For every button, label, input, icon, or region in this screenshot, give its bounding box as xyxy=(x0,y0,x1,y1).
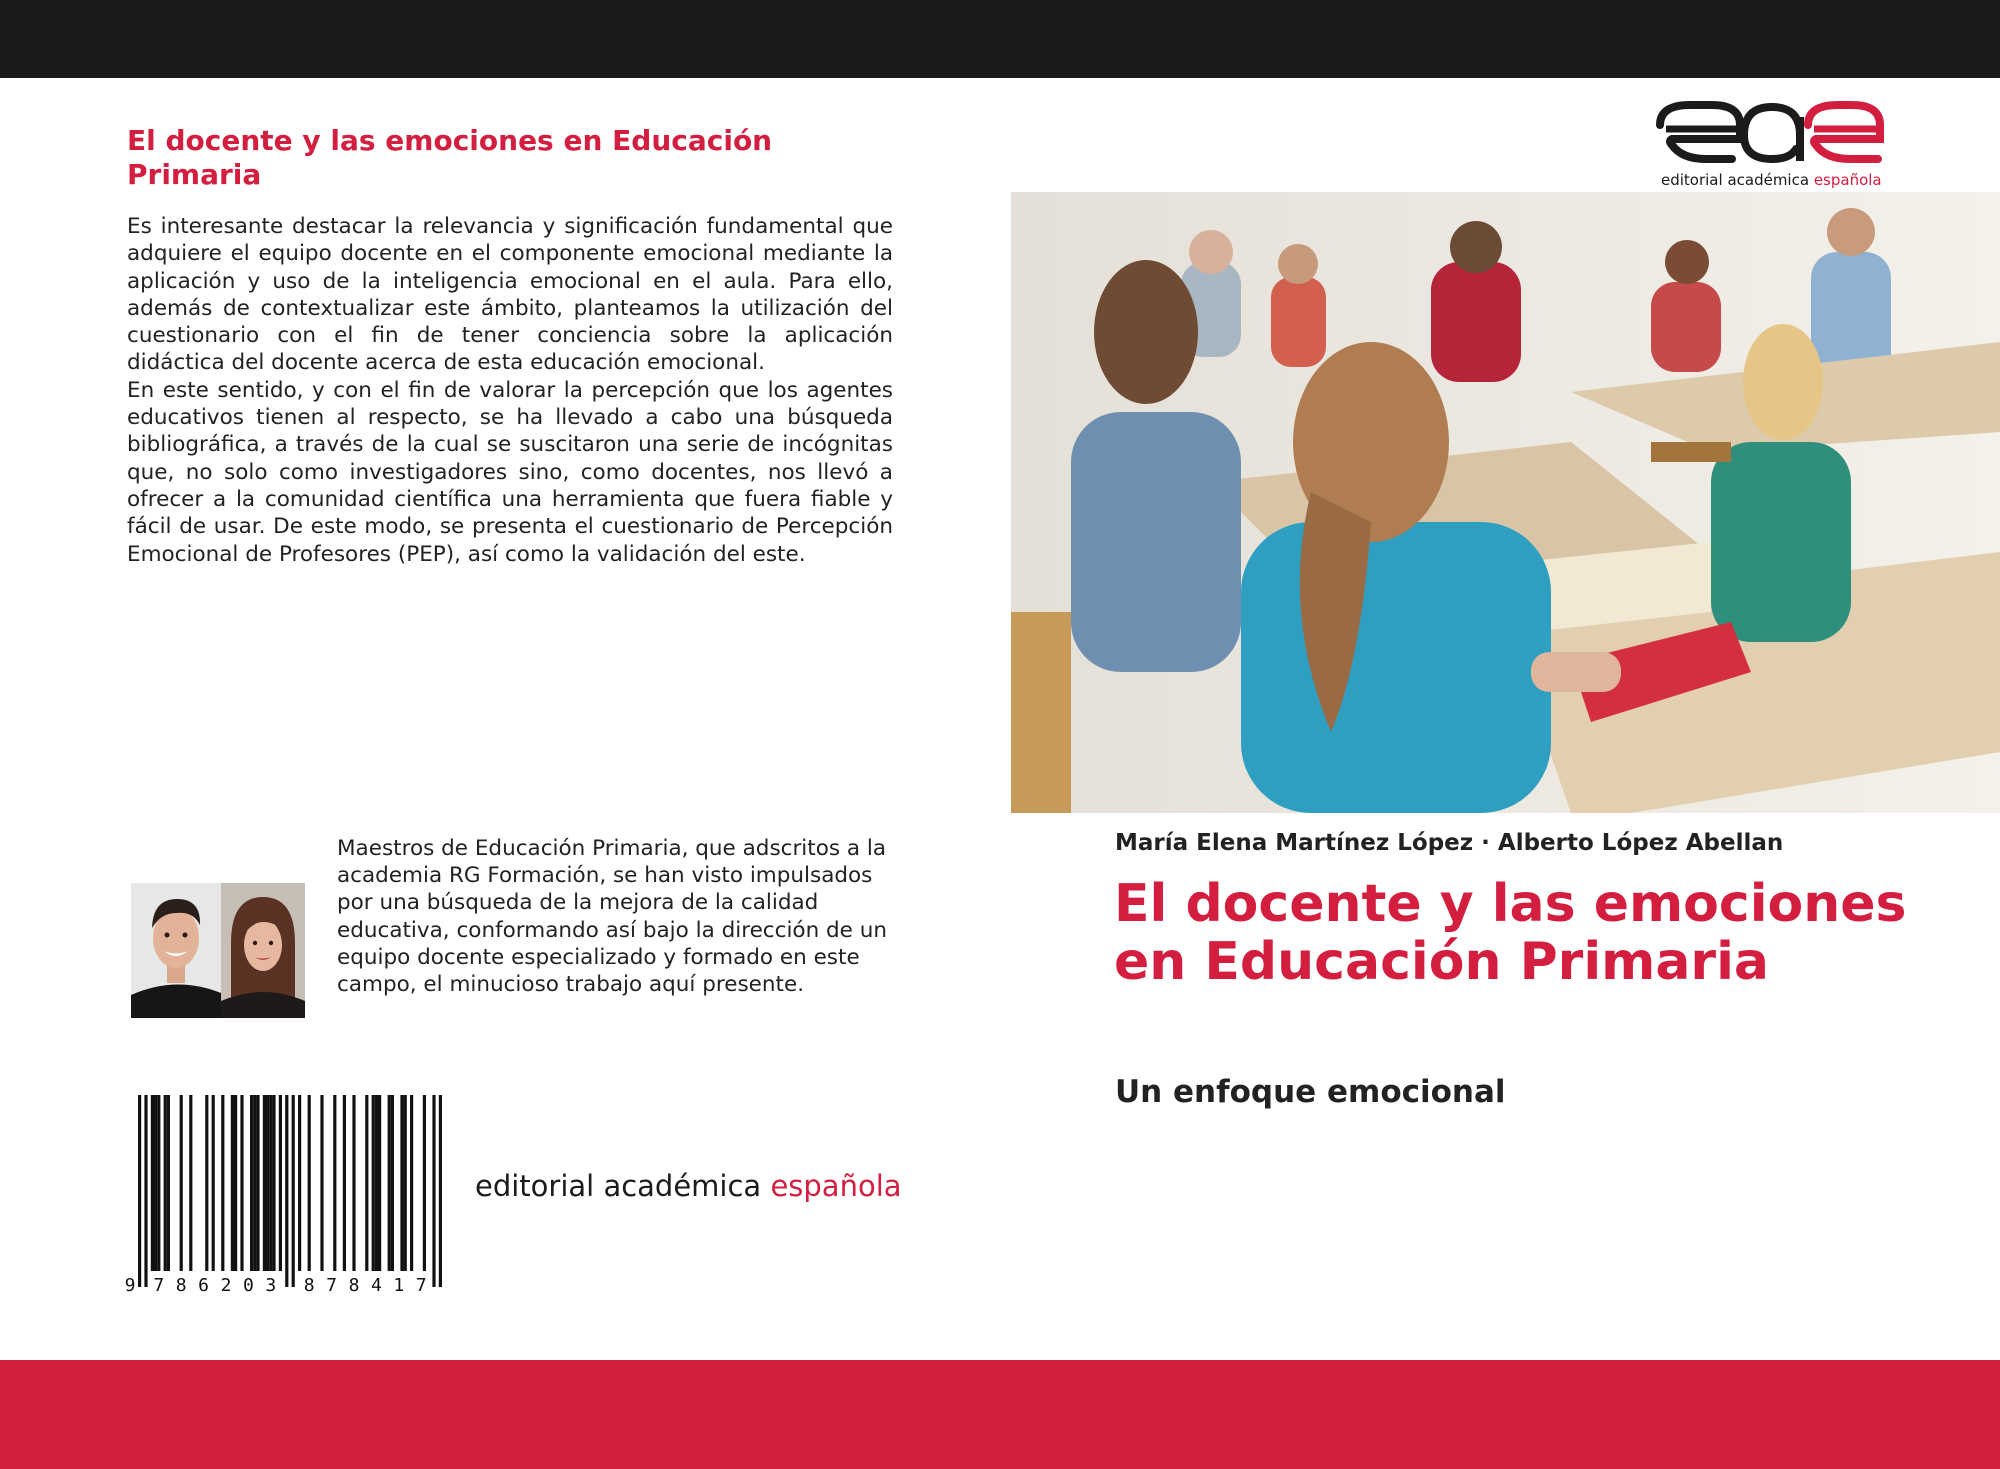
barcode-bar xyxy=(432,1095,435,1287)
barcode-bar xyxy=(365,1095,368,1271)
barcode-bar xyxy=(375,1095,378,1271)
front-cover-authors: María Elena Martínez López · Alberto López Abellan xyxy=(1115,830,1784,856)
barcode-bar xyxy=(151,1095,154,1271)
barcode-digit: 8 xyxy=(348,1275,360,1296)
barcode-digit: 2 xyxy=(220,1275,232,1296)
barcode-bar xyxy=(263,1095,266,1271)
barcode-bars xyxy=(138,1095,442,1287)
author-photo-male xyxy=(131,883,221,1018)
barcode-bar xyxy=(292,1095,295,1287)
author-photo-female xyxy=(221,883,305,1018)
publisher-name-part1: editorial académica xyxy=(475,1169,771,1203)
front-cover-title: El docente y las emociones en Educación Primaria xyxy=(1114,874,1907,992)
barcode-bar xyxy=(378,1095,381,1271)
barcode-bar xyxy=(333,1095,336,1271)
classroom-photo xyxy=(1011,192,2000,813)
barcode-bar xyxy=(253,1095,256,1271)
logo-caption-part2: española xyxy=(1813,171,1882,189)
barcode-digit: 8 xyxy=(303,1275,315,1296)
author-biography: Maestros de Educación Primaria, que adscritos a la academia RG Formación, se han visto impulsados por una búsqueda de la mejora de la calidad educativa, conformando así bajo la dirección de un equipo docente especializado y formado en este campo, el minucioso trabajo aquí presente. xyxy=(337,836,887,998)
barcode-bar xyxy=(388,1095,391,1271)
barcode-bar xyxy=(234,1095,237,1271)
top-dark-band xyxy=(0,0,2000,78)
barcode-bar xyxy=(144,1095,147,1287)
barcode-bar xyxy=(269,1095,272,1271)
barcode-bar xyxy=(189,1095,192,1271)
barcode-digit: 3 xyxy=(265,1275,277,1296)
barcode-digit: 0 xyxy=(242,1275,254,1296)
barcode-digit: 9 xyxy=(124,1275,136,1296)
barcode-digit: 7 xyxy=(326,1275,338,1296)
barcode-digit: 1 xyxy=(393,1275,405,1296)
barcode-bar xyxy=(164,1095,167,1271)
barcode-bar xyxy=(180,1095,183,1271)
barcode-bar xyxy=(256,1095,259,1271)
front-cover-subtitle: Un enfoque emocional xyxy=(1115,1074,1506,1110)
barcode-bar xyxy=(221,1095,224,1271)
barcode-bar xyxy=(157,1095,160,1271)
blurb-paragraph: En este sentido, y con el fin de valorar la percepción que los agentes educativos tienen al respecto, se ha llevado a cabo una búsqueda bibliográfica, a través de la cual se suscitaron una serie de incógnitas que, no solo como investigadores sino, como docentes, nos llevó a ofrecer a la comunidad científica una herramienta que fuera fiable y fácil de usar. De este modo, se presenta el cuestionario de Percepción Emocional de Profesores (PEP), así como la validación del este. xyxy=(127,377,893,567)
barcode-digit: 7 xyxy=(153,1275,165,1296)
barcode-bar xyxy=(272,1095,275,1271)
barcode-digit: 7 xyxy=(415,1275,427,1296)
barcode-bar xyxy=(298,1095,301,1271)
barcode-bar xyxy=(138,1095,141,1287)
barcode-bar xyxy=(167,1095,170,1271)
barcode-bar xyxy=(308,1095,311,1271)
back-cover-title: El docente y las emociones en Educación Primaria xyxy=(127,124,773,191)
isbn-barcode xyxy=(126,1095,460,1295)
barcode-bar xyxy=(391,1095,394,1271)
barcode-bar xyxy=(410,1095,413,1271)
logo-caption-part1: editorial académica xyxy=(1661,171,1814,189)
barcode-bar xyxy=(439,1095,442,1287)
blurb-paragraph: Es interesante destacar la relevancia y significación fundamental que adquiere el equipo docente en el componente emocional mediante la aplicación y uso de la inteligencia emocional en el aula. Para ello, además de contextualizar este ámbito, planteamos la utilización del cuestionario con el fin de tener conciencia sobre la aplicación didáctica del docente acerca de esta educación emocional. xyxy=(127,214,893,376)
barcode-bar xyxy=(404,1095,407,1271)
barcode-bar xyxy=(343,1095,346,1271)
barcode-bar xyxy=(423,1095,426,1271)
author-photos xyxy=(131,883,305,1018)
barcode-digits xyxy=(125,1275,427,1296)
barcode-bar xyxy=(352,1095,355,1271)
barcode-digit: 6 xyxy=(198,1275,210,1296)
logo-caption xyxy=(1661,171,1882,189)
barcode-bar xyxy=(320,1095,323,1271)
barcode-bar xyxy=(205,1095,208,1271)
barcode-bar xyxy=(154,1095,157,1271)
barcode-bar xyxy=(250,1095,253,1271)
publisher-name xyxy=(475,1168,902,1204)
barcode-bar xyxy=(400,1095,403,1271)
barcode-bar xyxy=(240,1095,243,1271)
bottom-red-band xyxy=(0,1360,2000,1469)
barcode-bar xyxy=(285,1095,288,1287)
barcode-bar xyxy=(231,1095,234,1271)
barcode-bar xyxy=(212,1095,215,1271)
barcode-bar xyxy=(372,1095,375,1271)
barcode-digit: 4 xyxy=(370,1275,382,1296)
barcode-bar xyxy=(266,1095,269,1271)
publisher-name-part2: española xyxy=(770,1169,902,1203)
barcode-digit: 8 xyxy=(175,1275,187,1296)
back-cover-blurb xyxy=(127,213,893,568)
barcode-bar xyxy=(279,1095,282,1271)
